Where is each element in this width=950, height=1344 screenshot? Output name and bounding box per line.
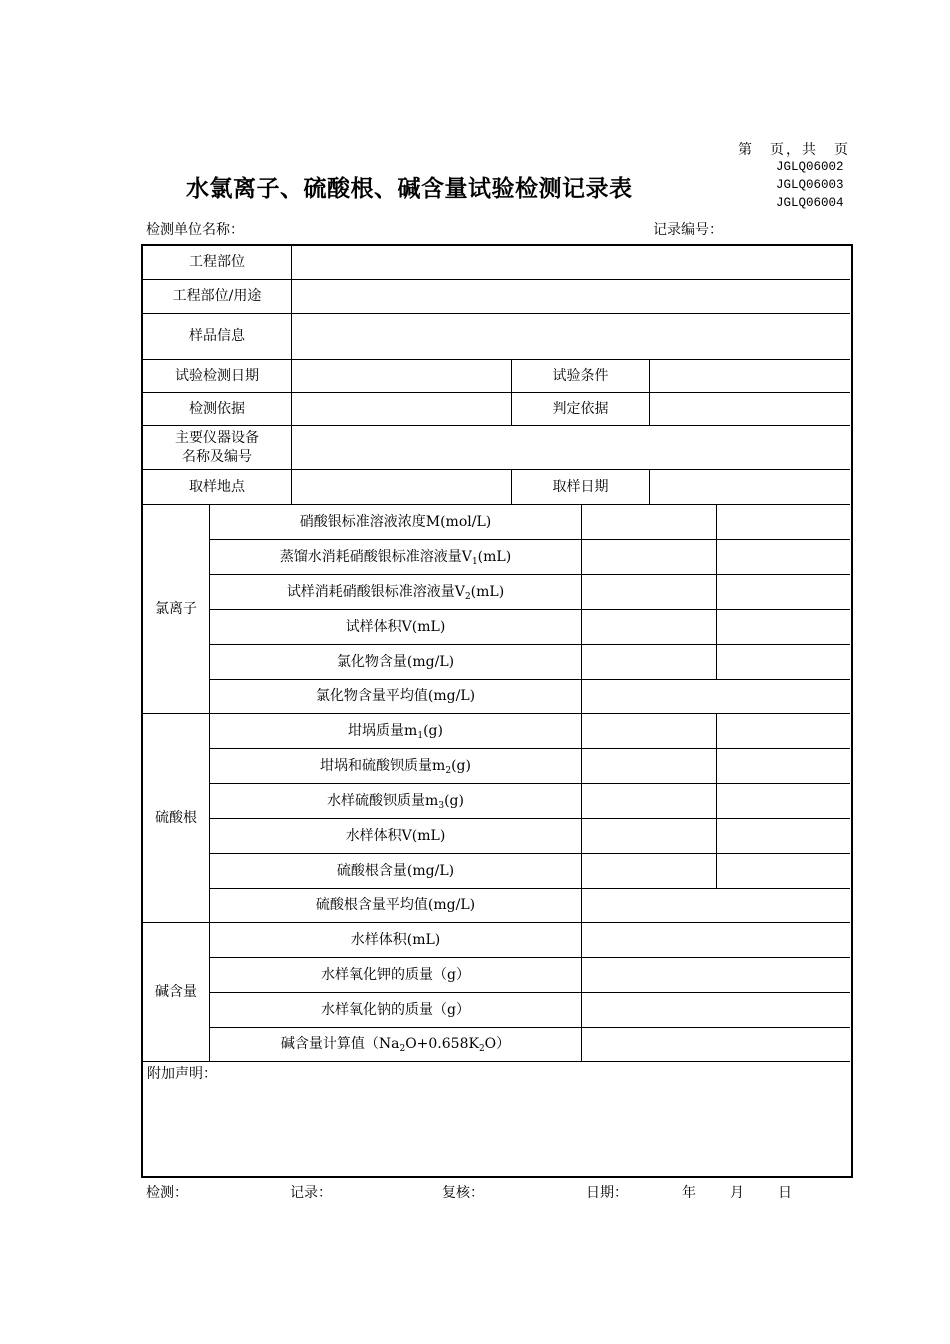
record-form-table xyxy=(141,244,853,1178)
sulfate-row5-value1[interactable] xyxy=(582,854,717,889)
chloride-average-label: 氯化物含量平均值(mg/L) xyxy=(210,680,582,714)
footer-reviewer-label: 复核： xyxy=(442,1185,484,1201)
chloride-row1-label: 硝酸银标准溶液浓度M(mol/L) xyxy=(210,505,582,540)
alkali-row1-value[interactable] xyxy=(582,923,850,958)
form-code-3: JGLQ06004 xyxy=(776,196,844,210)
chloride-row3-value1[interactable] xyxy=(582,575,717,610)
page-number: 第 页，共 页 xyxy=(738,142,850,158)
sulfate-average-label: 硫酸根含量平均值(mg/L) xyxy=(210,889,582,923)
footer-day-label: 日 xyxy=(778,1185,792,1201)
page-title: 水氯离子、硫酸根、碱含量试验检测记录表 xyxy=(186,176,633,202)
footer-tester-label: 检测： xyxy=(146,1185,188,1201)
sample-info-label: 样品信息 xyxy=(143,314,292,360)
test-date-label: 试验检测日期 xyxy=(143,360,292,393)
sampling-place-label: 取样地点 xyxy=(143,470,292,505)
chloride-row2-label: 蒸馏水消耗硝酸银标准溶液量$V_1(mL)$ xyxy=(210,540,582,575)
sulfate-row3-label: 水样硫酸钡质量$m_3(g)$ xyxy=(210,784,582,819)
judge-basis-value[interactable] xyxy=(650,393,850,426)
footer-year-label: 年 xyxy=(682,1185,696,1201)
sulfate-row5-label: 硫酸根含量(mg/L) xyxy=(210,854,582,889)
chloride-average-value[interactable] xyxy=(582,680,850,714)
alkali-row2-label: 水样氧化钾的质量（g） xyxy=(210,958,582,993)
sampling-date-value[interactable] xyxy=(650,470,850,505)
project-use-label: 工程部位/用途 xyxy=(143,280,292,314)
project-use-value[interactable] xyxy=(292,280,850,314)
chloride-row1-value2[interactable] xyxy=(717,505,850,540)
project-part-label: 工程部位 xyxy=(143,246,292,280)
form-code-1: JGLQ06002 xyxy=(776,160,844,174)
test-basis-label: 检测依据 xyxy=(143,393,292,426)
chloride-row5-label: 氯化物含量(mg/L) xyxy=(210,645,582,680)
alkali-row1-label: 水样体积(mL) xyxy=(210,923,582,958)
sulfate-row2-value2[interactable] xyxy=(717,749,850,784)
record-number-label: 记录编号： xyxy=(653,222,723,238)
chloride-row3-value2[interactable] xyxy=(717,575,850,610)
sulfate-row1-value1[interactable] xyxy=(582,714,717,749)
additional-statement[interactable] xyxy=(143,1062,850,1175)
sampling-place-value[interactable] xyxy=(292,470,512,505)
chloride-row4-label: 试样体积V(mL) xyxy=(210,610,582,645)
test-condition-label: 试验条件 xyxy=(512,360,650,393)
sampling-date-label: 取样日期 xyxy=(512,470,650,505)
alkali-calc-label: 碱含量计算值$(Na_2O+0.658K_2O)$ xyxy=(210,1028,582,1062)
alkali-calc-value[interactable] xyxy=(582,1028,850,1062)
additional-statement-label: 附加声明： xyxy=(147,1066,217,1082)
equipment-label-line2: 名称及编号 xyxy=(182,448,252,465)
footer-date-label: 日期： xyxy=(586,1185,628,1201)
equipment-value[interactable] xyxy=(292,426,850,470)
footer-recorder-label: 记录： xyxy=(290,1185,332,1201)
unit-name-label: 检测单位名称： xyxy=(146,222,244,238)
sulfate-row3-value2[interactable] xyxy=(717,784,850,819)
test-basis-value[interactable] xyxy=(292,393,512,426)
chloride-row1-value1[interactable] xyxy=(582,505,717,540)
sulfate-row4-value1[interactable] xyxy=(582,819,717,854)
equipment-label-line1: 主要仪器设备 xyxy=(175,429,259,446)
sulfate-row4-label: 水样体积V(mL) xyxy=(210,819,582,854)
footer-month-label: 月 xyxy=(730,1185,744,1201)
chloride-row4-value1[interactable] xyxy=(582,610,717,645)
alkali-row3-value[interactable] xyxy=(582,993,850,1028)
chloride-row4-value2[interactable] xyxy=(717,610,850,645)
alkali-group-label: 碱含量 xyxy=(143,923,210,1062)
equipment-label xyxy=(143,426,292,470)
chloride-row2-value1[interactable] xyxy=(582,540,717,575)
sulfate-group-label: 硫酸根 xyxy=(143,714,210,923)
judge-basis-label: 判定依据 xyxy=(512,393,650,426)
alkali-row2-value[interactable] xyxy=(582,958,850,993)
alkali-row3-label: 水样氧化钠的质量（g） xyxy=(210,993,582,1028)
chloride-row3-label: 试样消耗硝酸银标准溶液量$V_2(mL)$ xyxy=(210,575,582,610)
test-condition-value[interactable] xyxy=(650,360,850,393)
sulfate-row1-value2[interactable] xyxy=(717,714,850,749)
chloride-row5-value1[interactable] xyxy=(582,645,717,680)
test-date-value[interactable] xyxy=(292,360,512,393)
sulfate-row2-value1[interactable] xyxy=(582,749,717,784)
sulfate-average-value[interactable] xyxy=(582,889,850,923)
sulfate-row5-value2[interactable] xyxy=(717,854,850,889)
sulfate-row2-label: 坩埚和硫酸钡质量$m_2(g)$ xyxy=(210,749,582,784)
sulfate-row4-value2[interactable] xyxy=(717,819,850,854)
sulfate-row1-label: 坩埚质量$m_1(g)$ xyxy=(210,714,582,749)
sulfate-row3-value1[interactable] xyxy=(582,784,717,819)
chloride-group-label: 氯离子 xyxy=(143,505,210,714)
sample-info-value[interactable] xyxy=(292,314,850,360)
form-code-2: JGLQ06003 xyxy=(776,178,844,192)
project-part-value[interactable] xyxy=(292,246,850,280)
chloride-row5-value2[interactable] xyxy=(717,645,850,680)
chloride-row2-value2[interactable] xyxy=(717,540,850,575)
